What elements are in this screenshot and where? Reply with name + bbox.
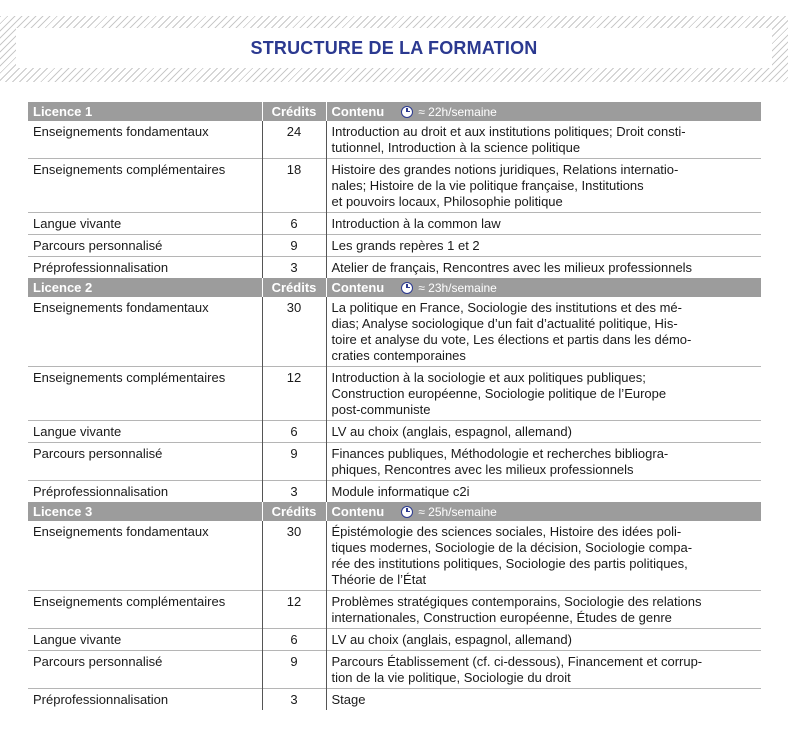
content-line: tiques modernes, Sociologie de la décision, Sociologie compa-: [331, 540, 693, 555]
content-line: et pouvoirs locaux, Philosophie politique: [331, 194, 563, 209]
ue-label: Enseignements fondamentaux: [33, 124, 209, 139]
table-row: [28, 297, 761, 367]
formation-table: [28, 102, 761, 710]
credits-value: 6: [262, 213, 326, 235]
content-line: Atelier de français, Rencontres avec les milieux professionnels: [331, 260, 693, 275]
content-line: dias; Analyse sociologique d’un fait d’actualité politique, His-: [331, 316, 678, 331]
table-row: [28, 213, 761, 235]
ue-label: Enseignements complémentaires: [28, 367, 262, 421]
content-line: post-communiste: [331, 402, 431, 417]
course-content: [326, 651, 761, 689]
content-line: Théorie de l’État: [331, 572, 427, 587]
ue-label: Préprofessionnalisation: [28, 689, 262, 711]
content-line: Finances publiques, Méthodologie et recherches bibliogra-: [331, 446, 669, 461]
year-header-row: [28, 278, 761, 297]
content-line: Histoire des grandes notions juridiques, Relations internatio-: [331, 162, 679, 177]
course-content: [326, 367, 761, 421]
content-line: Module informatique c2i: [331, 484, 470, 499]
course-content: [326, 443, 761, 481]
year-name: Licence 3: [28, 502, 262, 521]
content-line: La politique en France, Sociologie des institutions et des mé-: [331, 300, 682, 315]
credits-value: 12: [262, 367, 326, 421]
credits-value: 3: [262, 257, 326, 279]
ue-label: Langue vivante: [28, 421, 262, 443]
content-line: LV au choix (anglais, espagnol, allemand): [331, 424, 572, 439]
ue-label: Parcours personnalisé: [28, 651, 262, 689]
course-content: [326, 121, 761, 159]
contenu-header: [326, 278, 761, 297]
year-header-row: [28, 102, 761, 121]
contenu-label: Contenu: [331, 103, 385, 119]
content-line: Parcours Établissement (cf. ci-dessous), Financement et corrup-: [331, 654, 703, 669]
title-box: [16, 28, 772, 68]
credits-value: 6: [262, 421, 326, 443]
table-row: [28, 443, 761, 481]
ue-label: Préprofessionnalisation: [28, 257, 262, 279]
table-row: [28, 235, 761, 257]
content-line: phiques, Rencontres avec les milieux professionnels: [331, 462, 634, 477]
content-line: Épistémologie des sciences sociales, Histoire des idées poli-: [331, 524, 682, 539]
content-line: Construction européenne, Sociologie politique de l’Europe: [331, 386, 667, 401]
ue-label: Parcours personnalisé: [28, 235, 262, 257]
table-row: [28, 367, 761, 421]
credits-value: 30: [262, 297, 326, 367]
table-row: [28, 257, 761, 279]
table-row: [28, 689, 761, 711]
credits-header: Crédits: [262, 102, 326, 121]
credits-value: 3: [262, 689, 326, 711]
credits-value: 9: [262, 235, 326, 257]
title-banner: [0, 16, 788, 82]
table-row: [28, 651, 761, 689]
course-content: [326, 689, 761, 711]
content-line: Introduction au droit et aux institutions politiques; Droit consti-: [331, 124, 686, 139]
table-row: [28, 121, 761, 159]
credits-value: 12: [262, 591, 326, 629]
course-content: [326, 481, 761, 503]
clock-icon: [401, 106, 413, 118]
content-line: toire et analyse du vote, Les élections et partis dans les démo-: [331, 332, 692, 347]
ue-label: Langue vivante: [28, 213, 262, 235]
course-content: [326, 629, 761, 651]
contenu-header: [326, 502, 761, 521]
content-line: tion de la vie politique, Sociologie du droit: [331, 670, 571, 685]
course-content: [326, 159, 761, 213]
contenu-header: [326, 102, 761, 121]
credits-header: Crédits: [262, 278, 326, 297]
table-row: [28, 521, 761, 591]
weekly-hours: ≈ 25h/semaine: [418, 504, 497, 519]
content-line: Introduction à la sociologie et aux politiques publiques;: [331, 370, 646, 385]
contenu-label: Contenu: [331, 503, 385, 519]
year-header-row: [28, 502, 761, 521]
content-line: rée des institutions politiques, Sociologie des partis politiques,: [331, 556, 688, 571]
ue-label: Enseignements complémentaires: [28, 159, 262, 213]
ue-label: Préprofessionnalisation: [28, 481, 262, 503]
clock-icon: [401, 282, 413, 294]
content-line: tutionnel, Introduction à la science politique: [331, 140, 581, 155]
ue-label: Enseignements fondamentaux: [33, 524, 209, 539]
content-line: LV au choix (anglais, espagnol, allemand): [331, 632, 572, 647]
ue-label: Langue vivante: [28, 629, 262, 651]
credits-value: 24: [262, 121, 326, 159]
content-line: craties contemporaines: [331, 348, 466, 363]
content-line: nales; Histoire de la vie politique française, Institutions: [331, 178, 644, 193]
credits-value: 9: [262, 651, 326, 689]
credits-value: 3: [262, 481, 326, 503]
ue-label: Parcours personnalisé: [28, 443, 262, 481]
credits-value: 6: [262, 629, 326, 651]
weekly-hours: ≈ 23h/semaine: [418, 280, 497, 295]
course-content: [326, 257, 761, 279]
credits-header: Crédits: [262, 502, 326, 521]
credits-value: 9: [262, 443, 326, 481]
table-row: [28, 481, 761, 503]
year-name: Licence 1: [28, 102, 262, 121]
table-row: [28, 421, 761, 443]
credits-value: 18: [262, 159, 326, 213]
content-line: Les grands repères 1 et 2: [331, 238, 480, 253]
credits-value: 30: [262, 521, 326, 591]
table-row: [28, 159, 761, 213]
ue-label: Enseignements complémentaires: [28, 591, 262, 629]
course-content: [326, 213, 761, 235]
course-content: [326, 421, 761, 443]
contenu-label: Contenu: [331, 279, 385, 295]
year-name: Licence 2: [28, 278, 262, 297]
content-line: internationales, Construction européenne, Études de genre: [331, 610, 672, 625]
page-title: STRUCTURE DE LA FORMATION: [250, 37, 538, 58]
table-row: [28, 591, 761, 629]
course-content: [326, 235, 761, 257]
ue-label: Enseignements fondamentaux: [33, 300, 209, 315]
table-row: [28, 629, 761, 651]
content-line: Introduction à la common law: [331, 216, 501, 231]
clock-icon: [401, 506, 413, 518]
course-content: [326, 521, 761, 591]
content-line: Stage: [331, 692, 366, 707]
weekly-hours: ≈ 22h/semaine: [418, 104, 497, 119]
course-content: [326, 297, 761, 367]
course-content: [326, 591, 761, 629]
content-line: Problèmes stratégiques contemporains, Sociologie des relations: [331, 594, 702, 609]
